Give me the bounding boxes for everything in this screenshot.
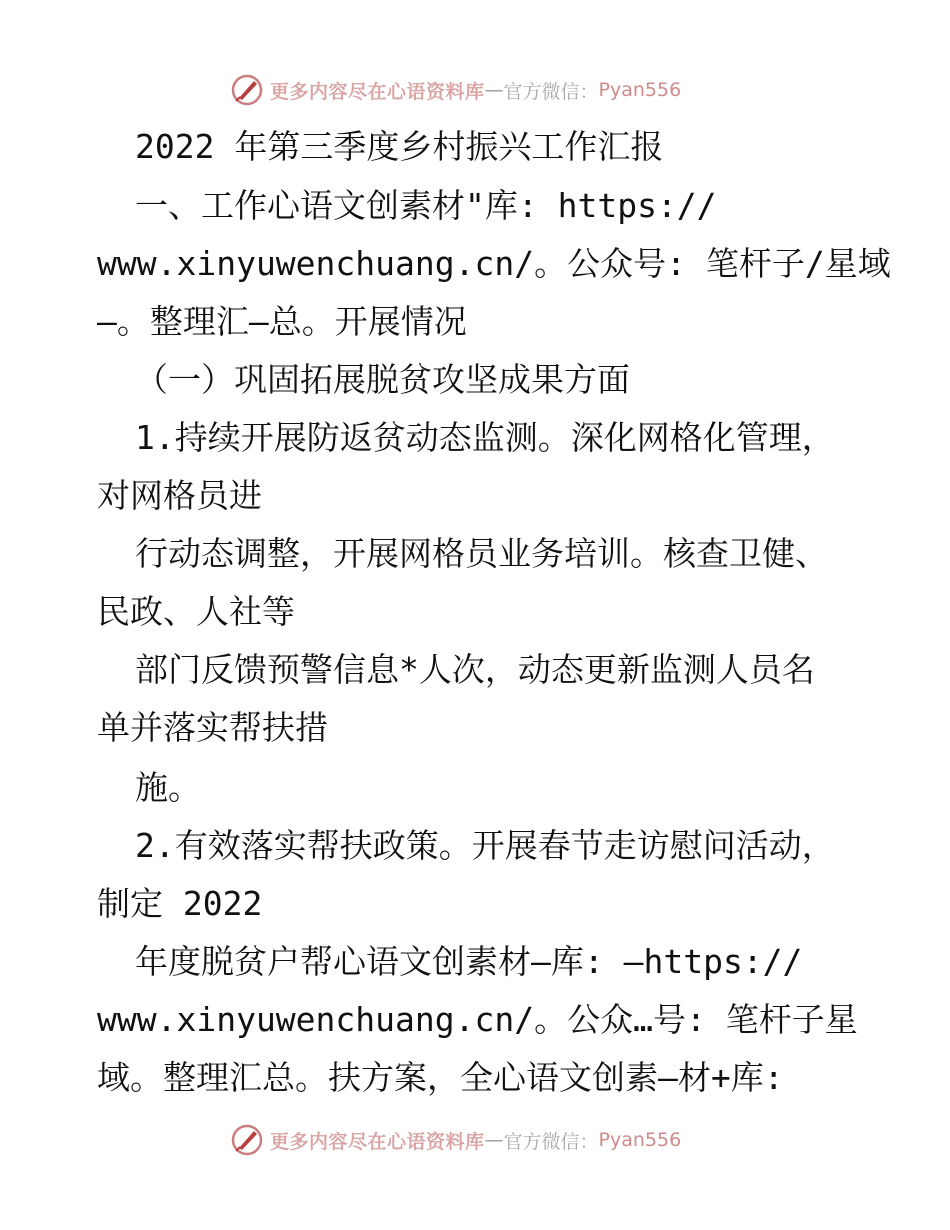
watermark-separator: — xyxy=(484,79,504,101)
document-title: 2022 年第三季度乡村振兴工作汇报 xyxy=(135,127,664,166)
watermark-wechat-id: Pyan556 xyxy=(598,79,682,101)
text-line: 年度脱贫户帮心语文创素材—库: —https:// xyxy=(135,942,803,981)
quill-pen-logo-icon xyxy=(230,73,264,107)
text-line: 行动态调整，开展网格员业务培训。核查卫健、 xyxy=(135,534,828,573)
text-line: 部门反馈预警信息*人次，动态更新监测人员名 xyxy=(135,650,815,689)
text-line: 单并落实帮扶措 xyxy=(97,708,328,747)
text-line: 施。 xyxy=(135,768,201,807)
section-heading: （一）巩固拓展脱贫攻坚成果方面 xyxy=(135,360,630,399)
watermark-site-text: 更多内容尽在心语资料库 xyxy=(270,1130,485,1153)
text-line: 制定 2022 xyxy=(97,884,263,923)
text-line: www.xinyuwenchuang.cn/。公众…号: 笔杆子星 xyxy=(97,1000,858,1039)
watermark-wechat-id: Pyan556 xyxy=(598,1129,682,1151)
text-line: 1.持续开展防返贫动态监测。深化网格化管理， xyxy=(135,418,835,457)
watermark-site-text: 更多内容尽在心语资料库 xyxy=(270,80,485,103)
watermark-wechat-label: 官方微信： xyxy=(503,1130,599,1153)
text-line: 对网格员进 xyxy=(97,476,262,515)
watermark-separator: — xyxy=(484,1129,504,1151)
text-line: www.xinyuwenchuang.cn/。公众号: 笔杆子/星域 xyxy=(97,244,891,283)
text-line: —。整理汇—总。开展情况 xyxy=(97,302,467,341)
watermark-banner-top xyxy=(230,70,750,110)
text-line: 一、工作心语文创素材"库: https:// xyxy=(135,186,717,225)
text-line: 域。整理汇总。扶方案，全心语文创素—材+库: xyxy=(97,1058,784,1097)
watermark-wechat-label: 官方微信： xyxy=(503,80,599,103)
text-line: 民政、人社等 xyxy=(97,592,295,631)
quill-pen-logo-icon xyxy=(230,1123,264,1157)
watermark-banner-bottom xyxy=(230,1120,750,1160)
text-line: 2.有效落实帮扶政策。开展春节走访慰问活动， xyxy=(135,826,835,865)
